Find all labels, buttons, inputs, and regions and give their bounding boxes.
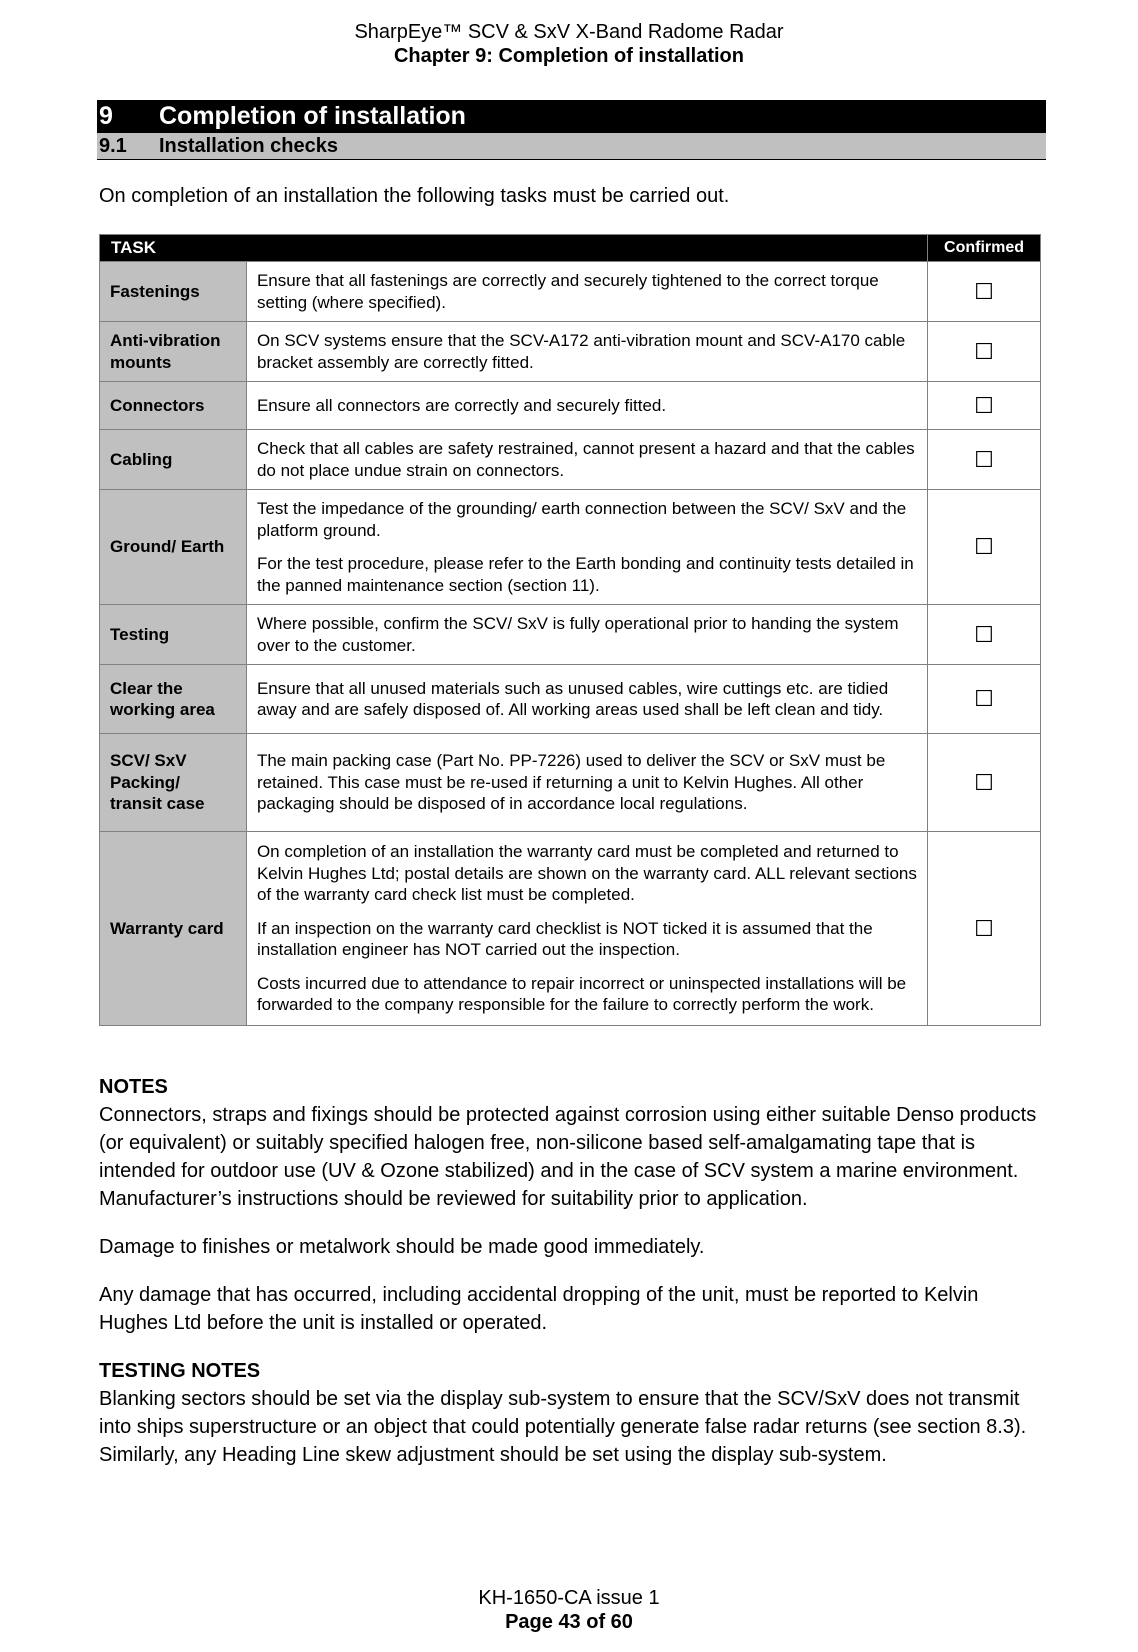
task-description-cell: [246, 262, 927, 322]
task-description-paragraph: Check that all cables are safety restrained, cannot present a hazard and that the cables do not place undue strain on connectors.: [256, 439, 915, 480]
task-name-cell: SCV/ SxV Packing/ transit case: [100, 734, 247, 832]
task-name-cell: Testing: [100, 605, 247, 665]
subsection-number: 9.1: [99, 135, 127, 157]
installation-checks-table: [99, 234, 1041, 1026]
notes-paragraph-damage: Any damage that has occurred, including accidental dropping of the unit, must be reported to Kelvin Hughes Ltd before the unit is installed or operated.: [99, 1284, 979, 1334]
confirmed-checkbox[interactable]: ☐: [928, 322, 1041, 382]
chapter-title: Chapter 9: Completion of installation: [393, 45, 744, 67]
subsection-title: Installation checks: [159, 135, 338, 157]
table-row: [100, 262, 1041, 322]
task-description-cell: [246, 665, 927, 734]
task-name-cell: Cabling: [100, 430, 247, 490]
task-description-cell: [246, 832, 927, 1026]
confirmed-checkbox[interactable]: ☐: [928, 262, 1041, 322]
confirmed-checkbox[interactable]: ☐: [928, 430, 1041, 490]
confirmed-checkbox[interactable]: ☐: [928, 382, 1041, 430]
section-heading: [97, 100, 1046, 133]
task-name-cell: Anti-vibration mounts: [100, 322, 247, 382]
task-description-cell: [246, 734, 927, 832]
task-description-cell: [246, 322, 927, 382]
confirmed-checkbox[interactable]: ☐: [928, 832, 1041, 1026]
task-description-cell: [246, 605, 927, 665]
task-name-cell: Clear the working area: [100, 665, 247, 734]
table-header-row: [100, 235, 1041, 262]
page-number: Page 43 of 60: [505, 1611, 633, 1633]
notes-paragraph-corrosion: Connectors, straps and fixings should be protected against corrosion using either suitable Denso products (or equivalent) or suitably specified halogen free, non-silicone based self-amalgamating tape that is intended for outdoor use (UV & Ozone stabilized) and in the case of SCV system a marine environment. Manufacturer’s instructions should be reviewed for suitability prior to application.: [99, 1104, 1037, 1210]
task-description-cell: [246, 430, 927, 490]
table-row: [100, 734, 1041, 832]
confirmed-checkbox[interactable]: ☐: [928, 734, 1041, 832]
task-description-paragraph: For the test procedure, please refer to the Earth bonding and continuity tests detailed in the panned maintenance section (section 11).: [256, 554, 914, 595]
task-description-paragraph: Ensure all connectors are correctly and securely fitted.: [256, 395, 667, 415]
task-description-paragraph: If an inspection on the warranty card checklist is NOT ticked it is assumed that the installation engineer has NOT carried out the inspection.: [256, 918, 873, 960]
confirmed-checkbox[interactable]: ☐: [928, 490, 1041, 605]
section-title: Completion of installation: [159, 102, 466, 130]
table-row: [100, 430, 1041, 490]
table-row: [100, 322, 1041, 382]
table-row: [100, 382, 1041, 430]
document-number: KH-1650-CA issue 1: [478, 1587, 660, 1609]
document-title: SharpEye™ SCV & SxV X-Band Radome Radar: [354, 21, 784, 43]
section-number: 9: [99, 102, 113, 130]
task-description-paragraph: Costs incurred due to attendance to repair incorrect or uninspected installations will be forwarded to the company responsible for the failure to correctly perform the work.: [256, 973, 907, 1015]
task-description-paragraph: Test the impedance of the grounding/ earth connection between the SCV/ SxV and the platform ground.: [256, 499, 907, 540]
intro-text: On completion of an installation the following tasks must be carried out.: [99, 185, 730, 207]
confirmed-checkbox[interactable]: ☐: [928, 665, 1041, 734]
task-description-cell: [246, 382, 927, 430]
task-description-paragraph: The main packing case (Part No. PP-7226) used to deliver the SCV or SxV must be retained. This case must be re-used if returning a unit to Kelvin Hughes. All other packaging should be disposed of in accordance local regulations.: [256, 751, 886, 814]
task-name-cell: Warranty card: [100, 832, 247, 1026]
notes-heading: NOTES: [99, 1076, 168, 1098]
testing-notes-paragraph: Blanking sectors should be set via the display sub-system to ensure that the SCV/SxV does not transmit into ships superstructure or an object that could potentially generate false radar returns (see section 8.3). Similarly, any Heading Line skew adjustment should be set using the display sub-system.: [99, 1388, 1027, 1466]
task-description-paragraph: Where possible, confirm the SCV/ SxV is fully operational prior to handing the system over to the customer.: [256, 614, 899, 655]
subsection-heading: [97, 133, 1046, 160]
table-row: [100, 665, 1041, 734]
confirmed-column-header: Confirmed: [928, 235, 1041, 262]
notes-section: [99, 1073, 1044, 1489]
page-header: [0, 20, 1138, 68]
task-name-cell: Ground/ Earth: [100, 490, 247, 605]
table-row: [100, 605, 1041, 665]
table-row: [100, 832, 1041, 1026]
page-footer: [0, 1586, 1138, 1634]
task-name-cell: Fastenings: [100, 262, 247, 322]
task-description-paragraph: Ensure that all unused materials such as unused cables, wire cuttings etc. are tidied away and are safely disposed of. All working areas used shall be left clean and tidy.: [256, 678, 889, 719]
task-description-cell: [246, 490, 927, 605]
task-name-cell: Connectors: [100, 382, 247, 430]
confirmed-checkbox[interactable]: ☐: [928, 605, 1041, 665]
task-description-paragraph: Ensure that all fastenings are correctly and securely tightened to the correct torque setting (where specified).: [256, 271, 879, 312]
task-description-paragraph: On SCV systems ensure that the SCV-A172 anti-vibration mount and SCV-A170 cable bracket assembly are correctly fitted.: [256, 331, 906, 372]
task-description-paragraph: On completion of an installation the warranty card must be completed and returned to Kelvin Hughes Ltd; postal details are shown on the warranty card. ALL relevant sections of the warranty card check list must be completed.: [256, 842, 917, 905]
notes-paragraph-finishes: Damage to finishes or metalwork should be made good immediately.: [99, 1236, 705, 1258]
task-column-header: TASK: [100, 235, 928, 262]
table-row: [100, 490, 1041, 605]
testing-notes-heading: TESTING NOTES: [99, 1360, 261, 1382]
